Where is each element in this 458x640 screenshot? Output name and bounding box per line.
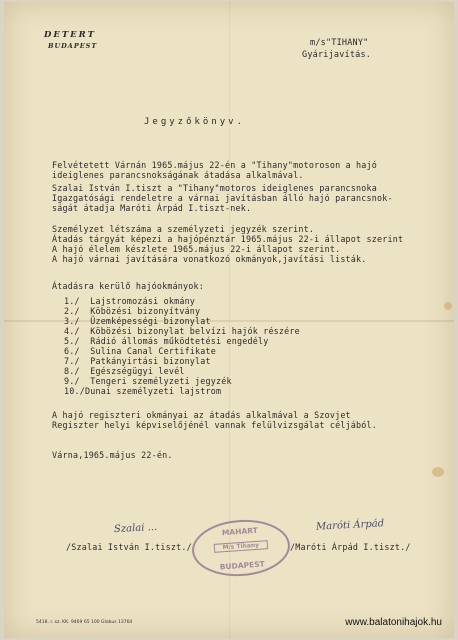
paragraph-line: Felvétetett Várnán 1965.május 22-én a "Tihany"motoroson a hajó [52,160,378,170]
paragraph-line: ságát átadja Maróti Árpád I.tiszt-nek. [52,203,252,213]
closing-line: Regiszter helyi képviselőjénél vannak felülvizsgálat céljából. [52,420,378,430]
company-name: DETERT [44,30,96,40]
date-line: Várna,1965.május 22-én. [52,450,173,460]
closing-line: A hajó regiszteri okmányai az átadás alkalmával a Szovjet [52,410,351,420]
document-item: 3./ Üzemképességi bizonylat [64,316,211,326]
document-item: 7./ Patkányirtási bizonylat [64,356,211,366]
paragraph-line: Igazgatósági rendeletre a várnai javításban álló hajó parancsnok- [52,193,393,203]
document-item: 4./ Köbözési bizonylat belvízi hajók részére [64,326,300,336]
page-title: Jegyzőkönyv. [144,117,246,127]
document-item: 9./ Tengeri személyzeti jegyzék [64,376,232,386]
document-item: 8./ Egészségügyi levél [64,366,185,376]
paragraph-line: A hajó várnai javítására vonatkozó okmányok,javítási listák. [52,254,367,264]
stamp-top-text: MAHART [221,525,259,538]
documents-heading: Átadásra kerülő hajóokmányok: [52,281,205,291]
paragraph-line: ideiglenes parancsnokságának átadása alkalmával. [52,170,304,180]
site-watermark: www.balatonihajok.hu [345,617,442,628]
company-stamp [190,517,292,580]
paragraph-line: Szalai István I.tiszt a "Tihany"motoros ideiglenes parancsnoka [52,183,378,193]
document-item: 10./Dunai személyzeti lajstrom [64,386,222,396]
print-footer: 5418. r. sz. KK. 9469 65 100 Globus 13764 [36,620,133,625]
left-signature-name: /Szalai István I.tiszt./ [66,542,192,552]
stain [444,302,452,310]
company-city: BUDAPEST [48,42,98,50]
document-item: 2./ Köbözési bizonyítvány [64,306,201,316]
document-item: 6./ Sulina Canal Certifikate [64,346,217,356]
paragraph-line: Személyzet létszáma a személyzeti jegyzék szerint. [52,224,315,234]
stamp-middle-text: M/s Tihany [214,540,268,553]
yard-label: Gyárijavítás. [302,50,372,60]
right-signature-name: /Maróti Árpád I.tiszt./ [290,542,411,552]
document-item: 1./ Lajstromozási okmány [64,296,196,306]
left-handwritten-signature: Szalai ... [113,521,158,536]
paragraph-line: A hajó élelem készlete 1965.május 22-i állapot szerint. [52,244,341,254]
stamp-bottom-text: BUDAPEST [219,559,265,572]
right-handwritten-signature: Maróti Árpád [315,518,385,533]
stain [432,467,444,477]
document-page [4,2,454,638]
document-item: 5./ Rádió állomás működtetési engedély [64,336,269,346]
ship-name: m/s"TIHANY" [310,38,369,48]
paragraph-line: Átadás tárgyát képezi a hajópénztár 1965.május 22-i állapot szerint [52,234,404,244]
